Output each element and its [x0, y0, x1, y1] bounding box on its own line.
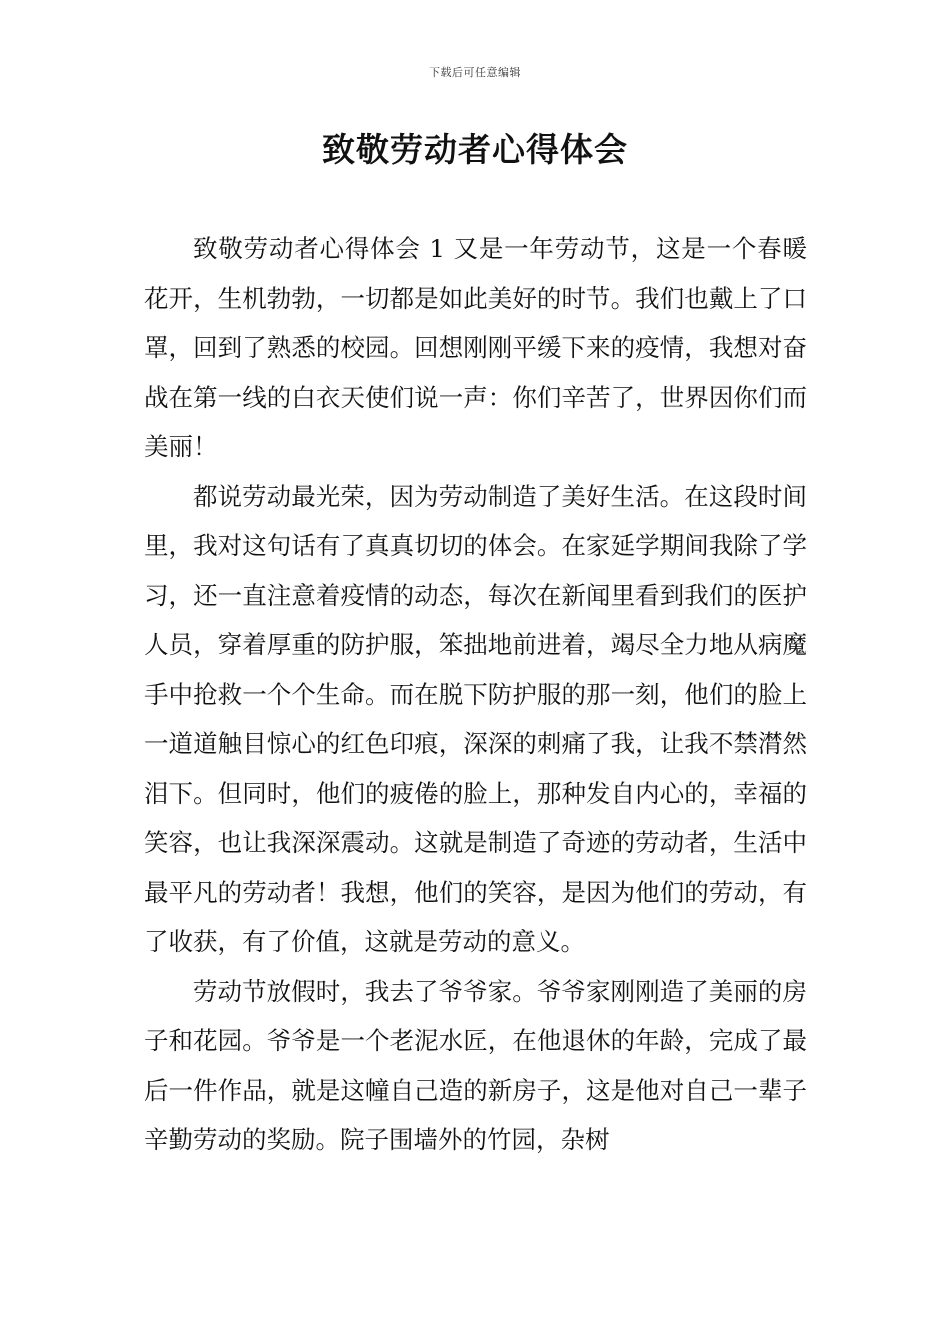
paragraph-1: 致敬劳动者心得体会 1 又是一年劳动节，这是一个春暖花开，生机勃勃，一切都是如此美好的时节。我们也戴上了口罩，回到了熟悉的校园。回想刚刚平缓下来的疫情，我想对奋战在第一线的白衣天使们说一声：你们辛苦了，世界因你们而美丽！ [144, 234, 807, 461]
document-title: 致敬劳动者心得体会 [322, 130, 628, 169]
paragraph-2: 都说劳动最光荣，因为劳动制造了美好生活。在这段时间里，我对这句话有了真真切切的体会。在家延学期间我除了学习，还一直注意着疫情的动态，每次在新闻里看到我们的医护人员，穿着厚重的防护服，笨拙地前进着，竭尽全力地从病魔手中抢救一个个生命。而在脱下防护服的那一刻，他们的脸上一道道触目惊心的红色印痕，深深的刺痛了我，让我不禁潸然泪下。但同时，他们的疲倦的脸上，那种发自内心的，幸福的笑容，也让我深深震动。这就是制造了奇迹的劳动者，生活中最平凡的劳动者！我想，他们的笑容，是因为他们的劳动，有了收获，有了价值，这就是劳动的意义。 [144, 481, 807, 956]
paragraph-3: 劳动节放假时，我去了爷爷家。爷爷家刚刚造了美丽的房子和花园。爷爷是一个老泥水匠，在他退休的年龄，完成了最后一件作品，就是这幢自己造的新房子，这是他对自己一辈子辛勤劳动的奖励。院子围墙外的竹园，杂树 [144, 976, 807, 1154]
header-note: 下载后可任意编辑 [429, 66, 521, 79]
document-body [144, 224, 807, 1165]
